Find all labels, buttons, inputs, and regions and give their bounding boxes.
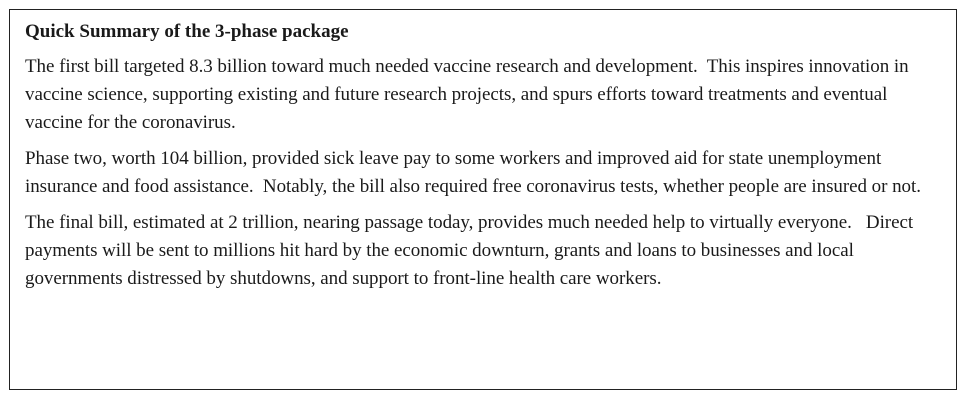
summary-paragraph-phase-three: The final bill, estimated at 2 trillion, nearing passage today, provides much needed help to virtually everyone. Direct payments will be sent to millions hit hard by the economic downturn, grants and loans to businesses and local governments distressed by shutdowns, and support to front-line health care workers.	[25, 212, 918, 289]
summary-title: Quick Summary of the 3-phase package	[25, 21, 349, 42]
summary-paragraph-phase-two: Phase two, worth 104 billion, provided sick leave pay to some workers and improved aid for state unemployment insurance and food assistance. Notably, the bill also required free coronavirus tests, whether people are insured or not.	[25, 148, 921, 197]
summary-box	[9, 9, 957, 390]
summary-paragraph-phase-one: The first bill targeted 8.3 billion toward much needed vaccine research and development. This inspires innovation in vaccine science, supporting existing and future research projects, and spurs efforts toward treatments and eventual vaccine for the coronavirus.	[25, 56, 914, 133]
